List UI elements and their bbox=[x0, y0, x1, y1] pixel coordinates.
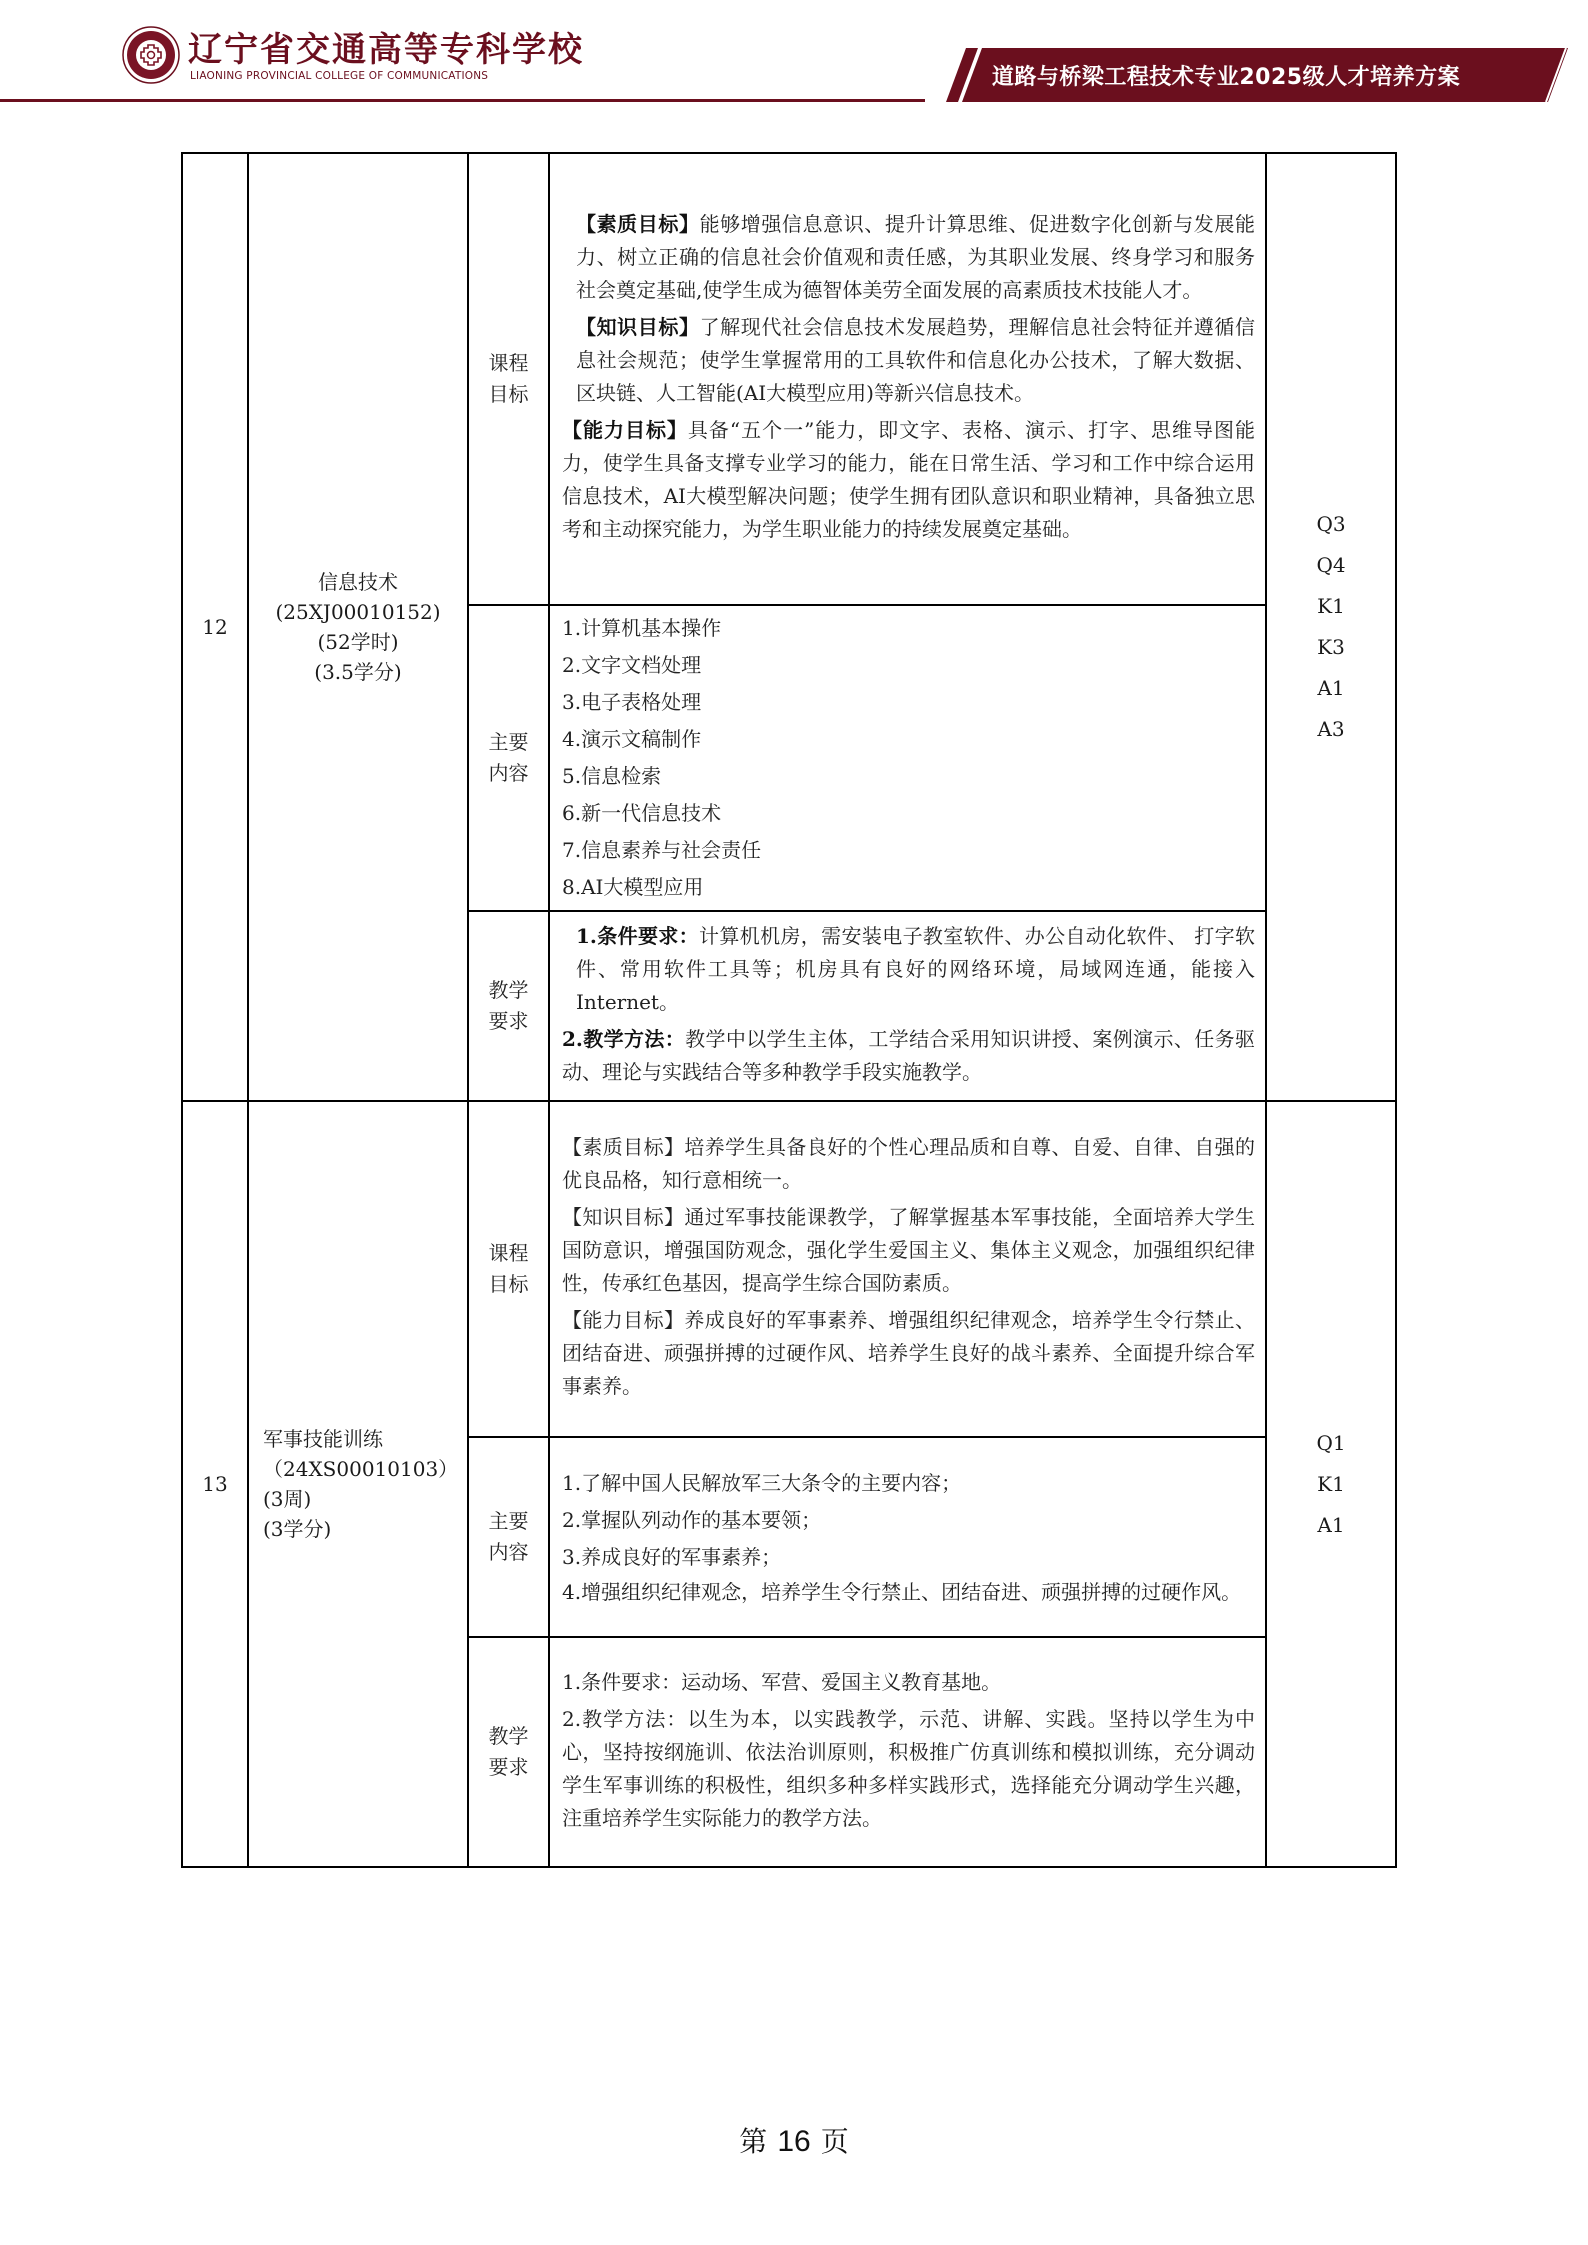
content-label: 主要 内容 bbox=[468, 1437, 549, 1637]
content-item: 1.计算机基本操作 bbox=[562, 616, 722, 640]
page-number: 16 bbox=[777, 2125, 811, 2158]
course-table bbox=[181, 152, 1397, 1868]
course-info bbox=[249, 1424, 467, 1544]
course-name: 军事技能训练 bbox=[263, 1427, 383, 1451]
content-label: 主要 内容 bbox=[468, 605, 549, 911]
content-item: 6.新一代信息技术 bbox=[562, 801, 722, 825]
content-cell bbox=[549, 605, 1266, 911]
code-item: Q3 bbox=[1316, 512, 1346, 536]
page-header bbox=[0, 0, 1588, 110]
course-number: 12 bbox=[182, 153, 248, 1101]
course-name: 信息技术 bbox=[318, 570, 398, 594]
objectives-label: 课程 目标 bbox=[468, 1101, 549, 1437]
document-title: 道路与桥梁工程技术专业2025级人才培养方案 bbox=[991, 65, 1461, 90]
quality-objective: 【素质目标】能够增强信息意识、提升计算思维、促进数字化创新与发展能力、树立正确的信息社会价值观和责任感，为其职业发展、终身学习和服务社会奠定基础,使学生成为德智体美劳全面发展的高素质技术技能人才。 bbox=[576, 212, 1255, 302]
code-item: K1 bbox=[1317, 1471, 1345, 1496]
content-cell bbox=[549, 1437, 1266, 1637]
ability-objective: 【能力目标】养成良好的军事素养、增强组织纪律观念，培养学生令行禁止、团结奋进、顽强拼搏的过硬作风、培养学生良好的战斗素养、全面提升综合军事素养。 bbox=[562, 1308, 1256, 1398]
code-item: Q1 bbox=[1316, 1430, 1346, 1455]
knowledge-objective: 【知识目标】了解现代社会信息技术发展趋势，理解信息社会特征并遵循信息社会规范；使学生掌握常用的工具软件和信息化办公技术，了解大数据、区块链、人工智能(AI大模型应用)等新兴信息技术。 bbox=[576, 315, 1255, 405]
content-item: 7.信息素养与社会责任 bbox=[562, 838, 762, 862]
content-item: 5.信息检索 bbox=[562, 764, 662, 788]
code-item: A3 bbox=[1317, 717, 1345, 741]
teaching-label: 教学 要求 bbox=[468, 911, 549, 1101]
code-item: K3 bbox=[1317, 635, 1345, 659]
content-item: 3.电子表格处理 bbox=[562, 690, 702, 714]
course-name-cell bbox=[248, 153, 468, 1101]
course-credits: (3学分) bbox=[263, 1517, 332, 1541]
content-item: 4.演示文稿制作 bbox=[562, 727, 702, 751]
teaching-label: 教学 要求 bbox=[468, 1637, 549, 1867]
objectives-label: 课程 目标 bbox=[468, 153, 549, 605]
competency-codes bbox=[1266, 153, 1396, 1101]
school-name-cn: 辽宁省交通高等专科学校 bbox=[188, 30, 584, 70]
course-hours: (52学时) bbox=[317, 630, 399, 654]
course-name-cell bbox=[248, 1101, 468, 1867]
course-row-13-objectives bbox=[182, 1101, 1396, 1437]
course-info bbox=[249, 567, 467, 687]
course-hours: (3周) bbox=[263, 1487, 312, 1511]
content-item: 2.掌握队列动作的基本要领； bbox=[562, 1508, 822, 1532]
objectives-cell bbox=[549, 153, 1266, 605]
course-number: 13 bbox=[182, 1101, 248, 1867]
content-item: 1.了解中国人民解放军三大条令的主要内容； bbox=[562, 1471, 962, 1495]
competency-codes bbox=[1266, 1101, 1396, 1867]
teaching-methods: 2.教学方法：以生为本，以实践教学，示范、讲解、实践。坚持以学生为中心，坚持按纲施训、依法治训原则，积极推广仿真训练和模拟训练，充分调动学生军事训练的积极性，组织多种多样实践形式，选择能充分调动学生兴趣，注重培养学生实际能力的教学方法。 bbox=[562, 1706, 1255, 1830]
school-name-en: LIAONING PROVINCIAL COLLEGE OF COMMUNICATIONS bbox=[190, 70, 489, 82]
page-footer bbox=[0, 2120, 1588, 2160]
course-code: (25XJ00010152) bbox=[275, 600, 441, 624]
objectives-cell bbox=[549, 1101, 1266, 1437]
ability-objective: 【能力目标】具备“五个一”能力，即文字、表格、演示、打字、思维导图能力，使学生具备支撑专业学习的能力，能在日常生活、学习和工作中综合运用信息技术，AI大模型解决问题；使学生拥有团队意识和职业精神，具备独立思考和主动探究能力，为学生职业能力的持续发展奠定基础。 bbox=[562, 418, 1255, 541]
teaching-conditions: 1.条件要求：计算机机房，需安装电子教室软件、办公自动化软件、 打字软件、常用软件工具等；机房具有良好的网络环境，局域网连通，能接入Internet。 bbox=[576, 923, 1255, 1014]
content-item: 4.增强组织纪律观念，培养学生令行禁止、团结奋进、顽强拼搏的过硬作风。 bbox=[562, 1580, 1242, 1604]
page-suffix: 页 bbox=[820, 2125, 849, 2158]
quality-objective: 【素质目标】培养学生具备良好的个性心理品质和自尊、自爱、自律、自强的优良品格，知行意相统一。 bbox=[562, 1135, 1256, 1192]
teaching-conditions: 1.条件要求：运动场、军营、爱国主义教育基地。 bbox=[562, 1669, 1002, 1694]
content-item: 3.养成良好的军事素养； bbox=[562, 1545, 782, 1569]
code-item: K1 bbox=[1317, 594, 1345, 618]
teaching-cell bbox=[549, 911, 1266, 1101]
teaching-cell bbox=[549, 1637, 1266, 1867]
code-item: A1 bbox=[1317, 1512, 1345, 1537]
content-item: 8.AI大模型应用 bbox=[562, 875, 704, 899]
code-item: Q4 bbox=[1316, 553, 1346, 577]
content-item: 2.文字文档处理 bbox=[562, 653, 702, 677]
course-credits: (3.5学分) bbox=[314, 660, 402, 684]
knowledge-objective: 【知识目标】通过军事技能课教学，了解掌握基本军事技能，全面培养大学生国防意识，增强国防观念，强化学生爱国主义、集体主义观念，加强组织纪律性，传承红色基因，提高学生综合国防素质。 bbox=[562, 1205, 1256, 1295]
course-code: （24XS00010103） bbox=[263, 1457, 459, 1481]
course-row-12-objectives bbox=[182, 153, 1396, 605]
title-banner bbox=[0, 0, 1588, 110]
code-item: A1 bbox=[1317, 676, 1345, 700]
teaching-methods: 2.教学方法：教学中以学生主体，工学结合采用知识讲授、案例演示、任务驱动、理论与实践结合等多种教学手段实施教学。 bbox=[562, 1026, 1256, 1084]
page-prefix: 第 bbox=[739, 2125, 768, 2158]
